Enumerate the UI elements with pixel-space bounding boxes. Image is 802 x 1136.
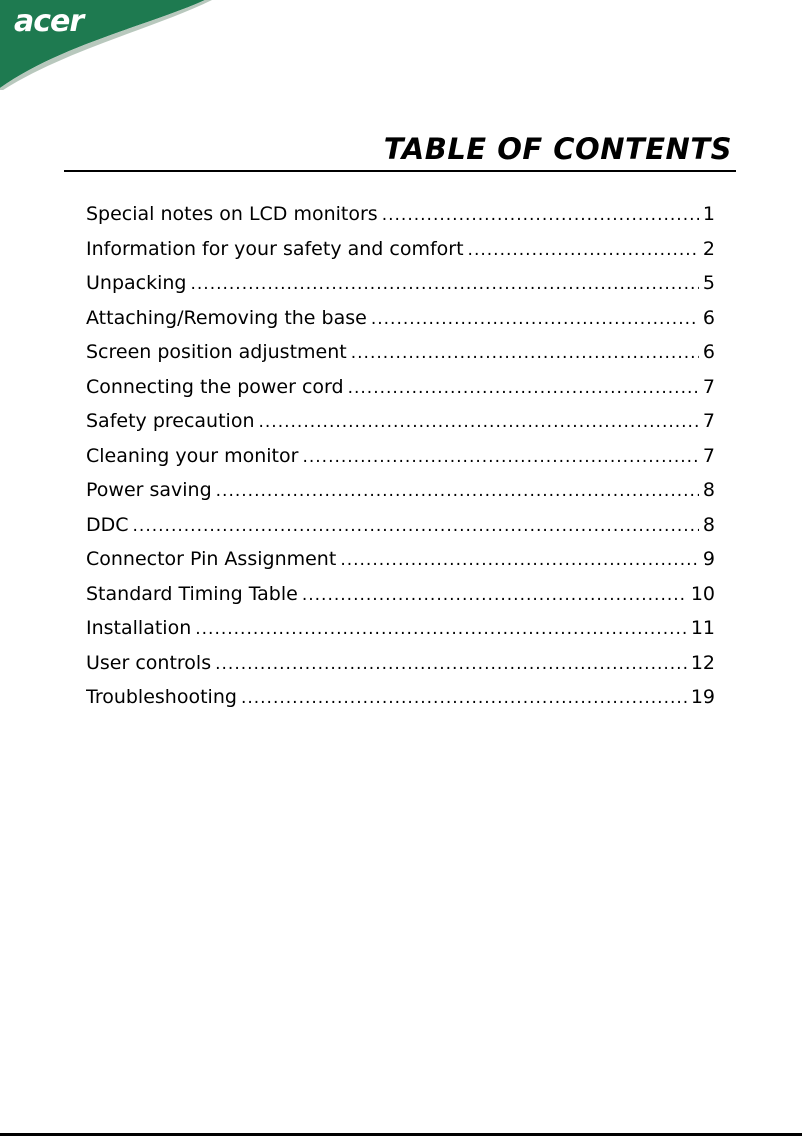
toc-entry-special-notes[interactable] bbox=[86, 197, 715, 232]
toc-entry-title: Special notes on LCD monitors bbox=[86, 203, 378, 225]
toc-entry-connector-pin[interactable] bbox=[86, 542, 715, 577]
toc-dot-leader bbox=[371, 302, 699, 336]
toc-entry-page: 7 bbox=[702, 444, 715, 467]
toc-entry-title: Installation bbox=[86, 617, 192, 639]
toc-dot-leader bbox=[133, 509, 699, 543]
toc-entry-cleaning[interactable] bbox=[86, 439, 715, 474]
toc-entry-title: Standard Timing Table bbox=[86, 582, 298, 605]
toc-entry-page: 1 bbox=[702, 203, 715, 225]
toc-entry-user-controls[interactable] bbox=[86, 646, 715, 681]
toc-entry-timing-table[interactable] bbox=[86, 577, 715, 612]
page-title: TABLE OF CONTENTS bbox=[383, 132, 732, 166]
toc-dot-leader bbox=[216, 474, 699, 508]
toc-entry-power-saving[interactable] bbox=[86, 473, 715, 508]
title-rule bbox=[64, 130, 736, 172]
toc-entry-page: 9 bbox=[702, 548, 715, 570]
toc-entry-safety-comfort[interactable] bbox=[86, 232, 715, 267]
toc-entry-title: Safety precaution bbox=[86, 410, 255, 432]
toc-entry-attaching-base[interactable] bbox=[86, 301, 715, 336]
toc-entry-title: Troubleshooting bbox=[86, 686, 237, 708]
toc-entry-page: 11 bbox=[690, 617, 715, 639]
toc-entry-ddc[interactable] bbox=[86, 508, 715, 543]
toc-entry-title: Connector Pin Assignment bbox=[86, 548, 337, 570]
toc-entry-unpacking[interactable] bbox=[86, 266, 715, 301]
toc-entry-safety-precaution[interactable] bbox=[86, 404, 715, 439]
toc-entry-power-cord[interactable] bbox=[86, 370, 715, 405]
toc-entry-page: 6 bbox=[702, 306, 715, 329]
toc-entry-page: 5 bbox=[702, 272, 715, 294]
toc-dot-leader bbox=[348, 371, 699, 405]
toc-entry-title: DDC bbox=[86, 513, 129, 536]
toc-dot-leader bbox=[190, 267, 698, 301]
toc-list bbox=[86, 197, 715, 715]
toc-dot-leader bbox=[382, 198, 699, 232]
toc-entry-troubleshooting[interactable] bbox=[86, 680, 715, 715]
toc-entry-title: Information for your safety and comfort bbox=[86, 237, 464, 260]
toc-entry-page: 8 bbox=[702, 479, 715, 501]
toc-dot-leader bbox=[302, 578, 687, 612]
toc-entry-title: Attaching/Removing the base bbox=[86, 306, 367, 329]
toc-entry-page: 7 bbox=[702, 375, 715, 398]
toc-dot-leader bbox=[259, 405, 699, 439]
toc-entry-screen-position[interactable] bbox=[86, 335, 715, 370]
toc-entry-page: 12 bbox=[690, 651, 715, 674]
toc-dot-leader bbox=[241, 681, 687, 715]
toc-dot-leader bbox=[340, 543, 699, 577]
toc-entry-title: Unpacking bbox=[86, 272, 187, 294]
acer-logo: acer bbox=[14, 4, 84, 39]
toc-dot-leader bbox=[215, 647, 687, 681]
toc-entry-page: 8 bbox=[702, 513, 715, 536]
toc-entry-page: 6 bbox=[702, 341, 715, 363]
toc-entry-title: Power saving bbox=[86, 479, 212, 501]
toc-dot-leader bbox=[195, 612, 687, 646]
toc-entry-title: Cleaning your monitor bbox=[86, 444, 299, 467]
toc-entry-page: 7 bbox=[702, 410, 715, 432]
toc-dot-leader bbox=[468, 233, 699, 267]
toc-entry-title: User controls bbox=[86, 651, 212, 674]
toc-entry-page: 19 bbox=[690, 686, 715, 708]
toc-entry-title: Connecting the power cord bbox=[86, 375, 344, 398]
toc-entry-title: Screen position adjustment bbox=[86, 341, 347, 363]
toc-dot-leader bbox=[302, 440, 698, 474]
toc-dot-leader bbox=[351, 336, 699, 370]
toc-entry-page: 10 bbox=[690, 582, 715, 605]
acer-logo-band bbox=[0, 0, 220, 90]
toc-entry-installation[interactable] bbox=[86, 611, 715, 646]
toc-entry-page: 2 bbox=[702, 237, 715, 260]
